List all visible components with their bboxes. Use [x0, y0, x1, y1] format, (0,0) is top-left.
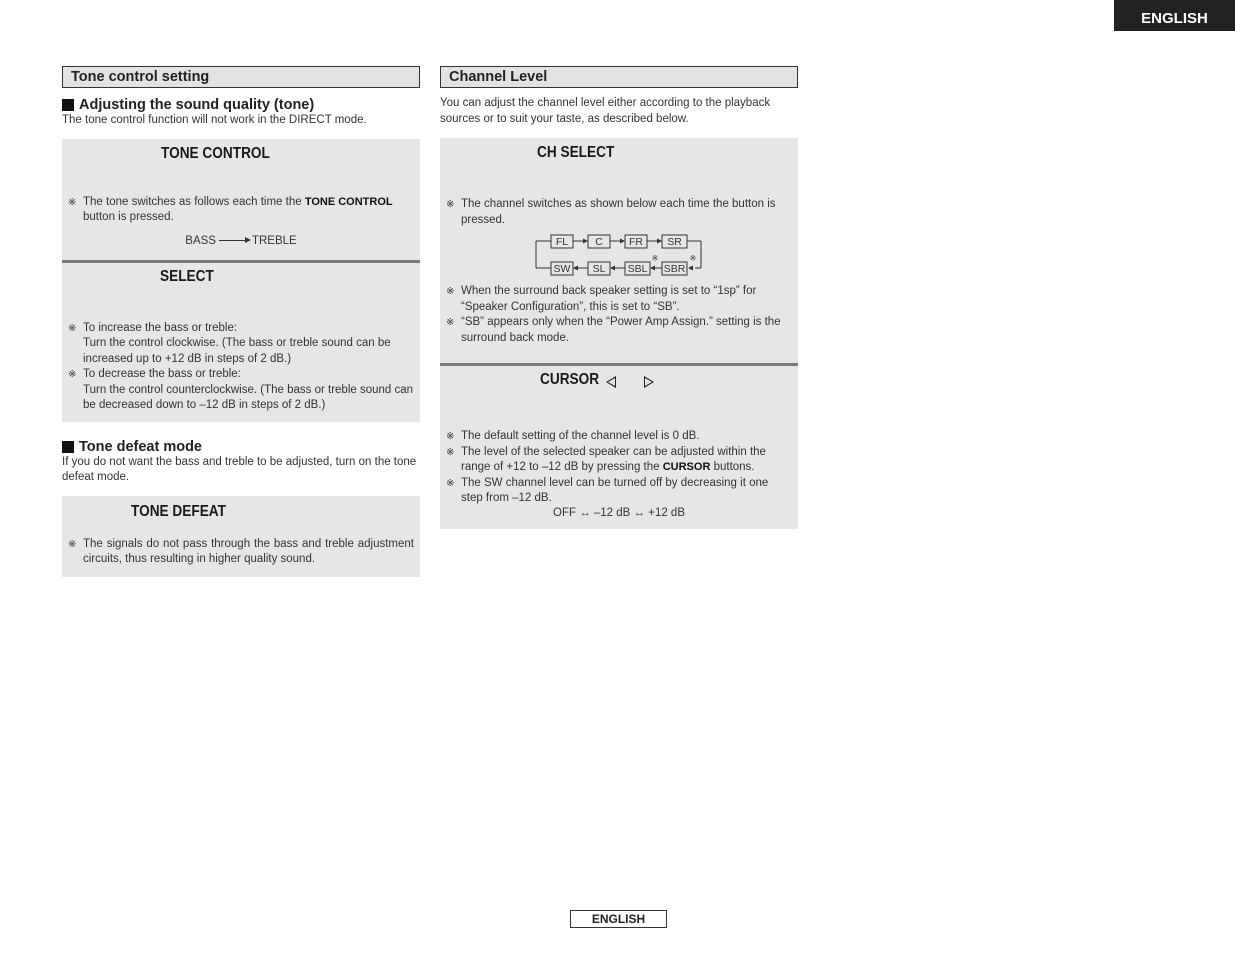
cursor-right-icon — [644, 376, 654, 388]
channel-label: SBR — [663, 263, 686, 276]
subheading-defeat: Tone defeat mode — [62, 439, 420, 455]
tone-control-column — [62, 66, 420, 577]
defeat-intro: If you do not want the bass and treble to be adjusted, turn on the tone defeat mode. — [62, 455, 417, 483]
square-bullet-icon — [62, 99, 74, 111]
note-mark-icon: ※ — [446, 199, 455, 210]
note-mark-icon: ※ — [68, 369, 77, 381]
note: ※ The signals do not pass through the bass and treble adjustment circuits, thus resulting in higher quality sound. — [68, 537, 414, 568]
channel-label: C — [595, 236, 603, 249]
channel-label: SBL — [627, 263, 648, 276]
tone-defeat-box — [62, 496, 420, 577]
channel-label: SW — [553, 263, 571, 276]
channel-label: FR — [629, 236, 643, 249]
channel-intro: You can adjust the channel level either according to the playback sources or to suit your taste, as described below. — [440, 97, 771, 125]
channel-label: FL — [555, 236, 569, 249]
subheading-adjust: Adjusting the sound quality (tone) — [62, 97, 420, 113]
channel-level-column — [440, 66, 798, 529]
box-title: TONE DEFEAT — [131, 502, 226, 520]
footer-language-tab: ENGLISH — [570, 910, 667, 928]
section-title: Tone control setting — [62, 66, 420, 88]
note-mark-icon: ※ — [446, 446, 455, 458]
cursor-box — [440, 363, 798, 529]
channel-label: SL — [592, 263, 606, 276]
note-mark-icon: ※ — [68, 196, 77, 208]
level-range: OFF ↔ –12 dB ↔ +12 dB — [553, 506, 685, 519]
note: ※ “SB” appears only when the “Power Amp Assign.” setting is the surround back mode. — [446, 315, 792, 346]
note-mark-icon: ※ — [446, 431, 455, 442]
ch-select-box — [440, 138, 798, 363]
note-mark-icon: ※ — [446, 317, 455, 329]
note: ※ To increase the bass or treble: Turn the control clockwise. (The bass or treble sound can be increased up to +12 dB in steps of 2 dB.) — [68, 321, 414, 368]
note-mark-icon: ※ — [446, 477, 455, 489]
channel-cycle-diagram — [446, 232, 792, 278]
note: ※ When the surround back speaker setting is set to “1sp” for “Speaker Configuration”, this is set to “SB”. — [446, 284, 792, 315]
channel-label: SR — [667, 236, 682, 249]
adjust-intro: The tone control function will not work in the DIRECT mode. — [62, 114, 367, 126]
note: ※ The channel switches as shown below each time the button is pressed. — [446, 197, 792, 228]
note-mark-icon: ※ — [68, 322, 77, 334]
square-bullet-icon — [62, 441, 74, 453]
note: ※ To decrease the bass or treble: Turn the control counterclockwise. (The bass or treble sound can be decreased down to –12 dB in steps of 2 dB.) — [68, 367, 414, 414]
box-title: SELECT — [160, 267, 214, 285]
cursor-left-icon — [606, 376, 616, 388]
note: ※ The default setting of the channel level is 0 dB. — [446, 429, 792, 445]
language-tab: ENGLISH — [1114, 0, 1235, 31]
note-mark-icon: ※ — [651, 254, 659, 264]
note-mark-icon: ※ — [689, 254, 697, 264]
box-title: CH SELECT — [537, 144, 615, 161]
tone-control-box — [62, 139, 420, 260]
arrow-icon — [219, 240, 249, 241]
select-box — [62, 260, 420, 422]
tone-sequence: BASS TREBLE — [185, 234, 297, 247]
note-mark-icon: ※ — [68, 538, 77, 550]
note: ※ The level of the selected speaker can be adjusted within the range of +12 to –12 dB by pressing the CURSOR buttons. — [446, 445, 792, 476]
note-mark-icon: ※ — [446, 286, 455, 298]
section-title: Channel Level — [440, 66, 798, 88]
note: ※ The SW channel level can be turned off by decreasing it one step from –12 dB. — [446, 476, 792, 507]
box-title: CURSOR — [540, 371, 600, 388]
box-title: TONE CONTROL — [161, 144, 270, 162]
note: ※ The tone switches as follows each time the TONE CONTROL button is pressed. — [68, 195, 414, 226]
